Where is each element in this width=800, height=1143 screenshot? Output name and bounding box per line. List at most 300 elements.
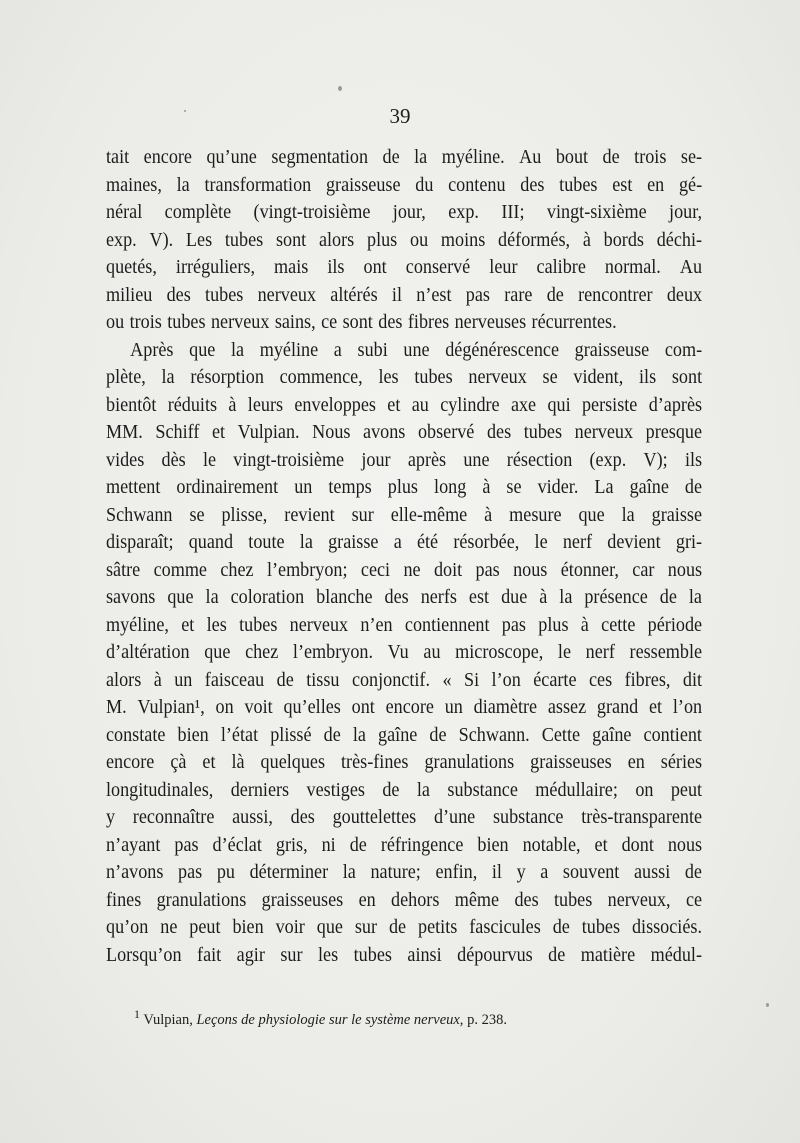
word: réduits <box>167 394 218 416</box>
text-line <box>106 832 702 860</box>
word: graisseuse <box>325 174 401 196</box>
footnote-work-title: Leçons de physiologie sur le système nerveux, <box>196 1012 464 1028</box>
word: ainsi <box>407 944 442 966</box>
word: tubes <box>414 367 453 388</box>
word: myéline <box>259 339 319 361</box>
word: résorbée, <box>453 532 520 553</box>
text-line <box>106 392 702 420</box>
text-line <box>106 172 702 200</box>
word: sont <box>671 367 703 388</box>
word: néral <box>106 202 143 223</box>
word: le <box>202 449 217 471</box>
word: mesure <box>509 504 562 526</box>
word: des <box>520 174 545 196</box>
word: nerveux <box>468 367 527 388</box>
word: des <box>290 807 315 828</box>
word: tait <box>106 147 130 168</box>
word: dit <box>682 669 703 691</box>
word: quand <box>188 532 234 553</box>
word: disparaît; <box>106 532 174 553</box>
word: nerf <box>585 642 615 663</box>
word: MM. <box>106 422 143 443</box>
word: nerveux <box>210 312 270 333</box>
word: gaîne <box>592 724 632 746</box>
word: une <box>463 449 490 471</box>
word: gaîne <box>629 477 669 498</box>
word: ces <box>588 669 613 691</box>
word: tubes <box>353 944 392 966</box>
word: agir <box>236 944 265 966</box>
word: jour, <box>669 202 703 223</box>
text-line <box>106 749 702 777</box>
word: bientôt <box>106 394 157 416</box>
word: et <box>181 614 195 636</box>
word: on <box>215 697 234 718</box>
word: III; <box>501 202 525 223</box>
word: Nous <box>312 422 351 443</box>
word: substance <box>447 779 518 801</box>
word: de <box>276 669 294 691</box>
word: pas <box>174 834 199 856</box>
word: est <box>612 174 633 196</box>
word: tubes <box>205 284 244 306</box>
word: long <box>434 477 467 498</box>
word: période <box>647 614 703 636</box>
word: à <box>580 614 589 636</box>
text-line <box>106 447 702 475</box>
word: çà <box>170 752 187 773</box>
word: ceci <box>360 559 391 581</box>
word: aussi, <box>232 807 273 828</box>
word: nerveux <box>574 422 634 443</box>
word: la <box>352 724 366 746</box>
word: car <box>632 559 655 581</box>
text-line <box>106 639 702 667</box>
word: revient <box>284 504 335 526</box>
word: sâtre <box>106 559 141 581</box>
dust-speck <box>766 1003 769 1007</box>
word: nerveux <box>289 614 349 636</box>
word: la <box>230 339 245 361</box>
word: pas <box>501 614 526 636</box>
word: de <box>349 834 367 856</box>
word: résorption <box>190 367 264 388</box>
word: comme <box>153 559 207 581</box>
word: dépourvus <box>457 944 533 966</box>
word: gouttelettes <box>332 807 417 828</box>
word: Au <box>679 257 703 278</box>
text-line <box>106 777 702 805</box>
footnote-page: p. 238. <box>467 1012 507 1028</box>
text-line <box>106 144 702 172</box>
word: ils <box>327 257 345 278</box>
word: l’embryon. <box>292 642 374 663</box>
word: l’état <box>220 724 259 746</box>
word: trois <box>129 312 162 333</box>
word: bords <box>603 229 644 251</box>
word: chez <box>245 642 279 663</box>
word: déterminer <box>249 862 329 883</box>
word: contient <box>643 724 702 746</box>
word: nature; <box>370 862 421 883</box>
word: voir <box>275 917 305 938</box>
word: il <box>391 284 402 306</box>
word: gé- <box>678 174 703 196</box>
word: rare <box>504 284 533 306</box>
word: et <box>202 752 216 773</box>
word: se- <box>680 147 703 168</box>
word: assez <box>547 697 587 718</box>
word: sains, <box>274 312 316 333</box>
word: jour, <box>392 202 426 223</box>
word: y <box>516 862 526 883</box>
word: la <box>416 779 430 801</box>
word: à <box>484 504 493 526</box>
word: derniers <box>230 779 290 801</box>
word: jour <box>361 449 391 471</box>
word: myéline, <box>106 614 169 636</box>
word: devient <box>607 532 661 553</box>
word: nerveux <box>257 284 317 306</box>
word: plisse, <box>221 504 268 526</box>
word: granulations <box>156 889 247 911</box>
word: ni <box>321 834 336 856</box>
word: séries <box>660 752 703 773</box>
word: d’après <box>648 394 703 416</box>
word: tissu <box>306 669 340 691</box>
word: médullaire; <box>535 779 618 801</box>
word: altérés <box>330 284 378 306</box>
word: sur <box>280 944 303 966</box>
word: vider. <box>537 477 579 498</box>
text-line <box>106 419 702 447</box>
word: le <box>534 532 548 553</box>
word: myéline. <box>441 147 505 168</box>
word: observé <box>417 422 475 443</box>
word: d’altération <box>106 642 190 663</box>
word: commence, <box>279 367 363 388</box>
word: ou <box>106 312 125 333</box>
word: qui <box>547 394 571 416</box>
word: graisseuse <box>574 339 650 361</box>
word: sont <box>275 229 307 251</box>
word: des <box>486 422 512 443</box>
word: très-transparente <box>581 807 703 828</box>
word: gri- <box>675 532 703 553</box>
word: du <box>415 174 434 196</box>
word: les <box>378 367 399 388</box>
word: mais <box>274 257 309 278</box>
word: (exp. <box>589 449 627 471</box>
text-line <box>106 502 702 530</box>
word: complète <box>164 202 232 223</box>
word: bien <box>232 917 264 938</box>
word: enfin, <box>435 862 478 883</box>
word: V). <box>149 229 174 251</box>
word: peut <box>670 779 703 801</box>
word: alors <box>318 229 355 251</box>
word: des <box>378 312 403 333</box>
page-number: 39 <box>389 104 411 128</box>
word: leurs <box>247 394 284 416</box>
word: que <box>578 504 605 526</box>
word: pas <box>178 862 203 883</box>
word: contiennent <box>404 614 490 636</box>
word: irréguliers, <box>175 257 255 278</box>
word: à <box>153 669 162 691</box>
word: de <box>552 917 570 938</box>
word: ou <box>410 229 429 251</box>
footnote-author: Vulpian, <box>143 1012 193 1028</box>
word: avons <box>363 422 406 443</box>
word: gaîne <box>378 724 418 746</box>
word: sur <box>351 504 374 526</box>
word: tubes <box>167 312 206 333</box>
word: en <box>647 174 665 196</box>
word: granulations <box>424 752 515 773</box>
word: il <box>491 862 502 883</box>
word: nous <box>513 559 548 581</box>
word: été <box>416 532 439 553</box>
word: exp. <box>106 229 137 251</box>
word: à <box>539 587 548 608</box>
word: les <box>318 944 339 966</box>
word: qu’on <box>106 917 149 938</box>
word: et <box>387 394 401 416</box>
word: tubes <box>239 614 278 636</box>
word: n’est <box>416 284 452 306</box>
word: dissociés. <box>631 917 702 938</box>
word: sur <box>354 917 378 938</box>
word: conservé <box>405 257 471 278</box>
word: présence <box>584 587 648 608</box>
word: à <box>582 229 591 251</box>
text-line <box>106 694 702 722</box>
word: Les <box>185 229 213 251</box>
word: ressemble <box>629 642 703 663</box>
word: bien <box>177 724 209 746</box>
text-line <box>106 804 702 832</box>
word: l’on <box>672 697 703 718</box>
word: tubes <box>224 229 264 251</box>
word: maines, <box>106 174 162 196</box>
word: moins <box>440 229 486 251</box>
text-line <box>106 282 702 310</box>
text-line <box>106 667 702 695</box>
text-line <box>106 227 702 255</box>
word: qu’une <box>206 147 257 168</box>
word: ce <box>321 312 338 333</box>
word: de <box>323 724 341 746</box>
word: segmentation <box>271 147 369 168</box>
word: au <box>411 394 429 416</box>
word: bout <box>555 147 589 168</box>
word: que <box>167 587 194 608</box>
word: nerveuses <box>454 312 527 333</box>
word: réfringence <box>380 834 464 856</box>
word: bien <box>477 834 509 856</box>
word: se <box>189 504 205 526</box>
word: au <box>423 642 441 663</box>
word: n’ayant <box>106 834 161 856</box>
word: qu’elles <box>283 697 341 718</box>
word: Vulpian. <box>237 422 300 443</box>
word: écarte <box>533 669 577 691</box>
word: Après <box>130 339 174 361</box>
word: normal. <box>604 257 661 278</box>
word: la <box>414 147 428 168</box>
word: le <box>557 642 572 663</box>
word: encore <box>143 147 192 168</box>
word: constate <box>106 724 166 746</box>
word: récurrentes. <box>531 312 617 333</box>
word: à <box>482 477 491 498</box>
word: graisseuses <box>530 752 612 773</box>
word: de <box>382 779 400 801</box>
word: Schwann <box>106 504 173 526</box>
word: temps <box>328 477 372 498</box>
word: graisseuses <box>261 889 344 911</box>
word: d’une <box>433 807 476 828</box>
word: cylindre <box>440 394 500 416</box>
word: plissé <box>270 724 312 746</box>
word: tubes <box>553 889 593 911</box>
word: ils <box>684 449 703 471</box>
word: rencontrer <box>578 284 653 306</box>
word: que <box>204 642 231 663</box>
word: de <box>684 862 702 883</box>
word: y <box>106 807 116 828</box>
text-line <box>106 254 702 282</box>
text-line <box>106 722 702 750</box>
word: chez <box>220 559 254 581</box>
word: Vu <box>387 642 409 663</box>
word: vingt-sixième <box>546 202 647 223</box>
word: La <box>594 477 614 498</box>
word: deux <box>666 284 703 306</box>
word: plus <box>538 614 569 636</box>
word: graisse <box>651 504 703 526</box>
word: Si <box>463 669 480 691</box>
word: la <box>299 532 313 553</box>
word: a <box>540 862 549 883</box>
word: de <box>602 147 620 168</box>
word: un <box>174 669 193 691</box>
word: savons <box>106 587 156 608</box>
word: tubes <box>523 422 563 443</box>
word: quelques <box>260 752 326 773</box>
word: matière <box>580 944 636 966</box>
word: Schiff <box>155 422 200 443</box>
word: vides <box>106 449 145 471</box>
word: la <box>621 504 635 526</box>
word: des <box>384 587 409 608</box>
word: Au <box>519 147 542 168</box>
word: étonner, <box>560 559 619 581</box>
word: un <box>294 477 313 498</box>
text-line <box>106 942 702 970</box>
word: encore <box>106 752 155 773</box>
word: axe <box>510 394 537 416</box>
word: les <box>206 614 227 636</box>
word: Lorsqu’on <box>106 944 182 966</box>
word: n’avons <box>106 862 164 883</box>
word: substance <box>492 807 564 828</box>
word: conjonctif. <box>351 669 431 691</box>
word: déchi- <box>656 229 703 251</box>
footnote <box>134 1007 507 1029</box>
word: la <box>342 862 356 883</box>
word: doit <box>433 559 463 581</box>
word: on <box>635 779 654 801</box>
word: com- <box>664 339 703 361</box>
word: d’éclat <box>212 834 262 856</box>
word: blanche <box>316 587 373 608</box>
word: aussi <box>633 862 671 883</box>
word: faisceau <box>204 669 265 691</box>
word: des <box>166 284 191 306</box>
word: fascicules <box>469 917 541 938</box>
text-line <box>106 474 702 502</box>
word: plus <box>387 477 418 498</box>
word: est <box>468 587 490 608</box>
text-line <box>106 309 702 337</box>
word: Vulpian¹, <box>137 697 205 718</box>
word: mettent <box>106 477 161 498</box>
word: longitudinales, <box>106 779 214 801</box>
word: subi <box>357 339 388 361</box>
word: milieu <box>106 284 153 306</box>
word: et <box>649 697 663 718</box>
word: exp. <box>448 202 479 223</box>
word: a <box>393 532 402 553</box>
word: l’embryon; <box>266 559 348 581</box>
word: souvent <box>562 862 620 883</box>
word: pu <box>216 862 235 883</box>
word: fibres <box>407 312 450 333</box>
word: se <box>542 367 558 388</box>
word: que <box>189 339 216 361</box>
word: voit <box>244 697 273 718</box>
word: petits <box>418 917 458 938</box>
word: dont <box>621 834 654 856</box>
word: plète, <box>106 367 146 388</box>
word: de <box>546 284 564 306</box>
word: persiste <box>581 394 638 416</box>
text-line <box>106 914 702 942</box>
word: la <box>176 174 190 196</box>
body-text <box>106 144 702 969</box>
word: trois <box>634 147 667 168</box>
word: tubes <box>559 174 598 196</box>
word: Schwann. <box>458 724 530 746</box>
word: encore <box>385 697 434 718</box>
word: après <box>407 449 447 471</box>
word: coloration <box>230 587 305 608</box>
word: de <box>429 724 447 746</box>
word: grand <box>596 697 639 718</box>
word: fait <box>197 944 222 966</box>
word: déformés, <box>498 229 571 251</box>
word: contenu <box>448 174 506 196</box>
word: fines <box>106 889 142 911</box>
word: l’on <box>491 669 521 691</box>
word: enveloppes <box>294 394 376 416</box>
word: que <box>316 917 343 938</box>
word: leur <box>489 257 518 278</box>
word: microscope, <box>455 642 544 663</box>
word: dehors <box>391 889 440 911</box>
